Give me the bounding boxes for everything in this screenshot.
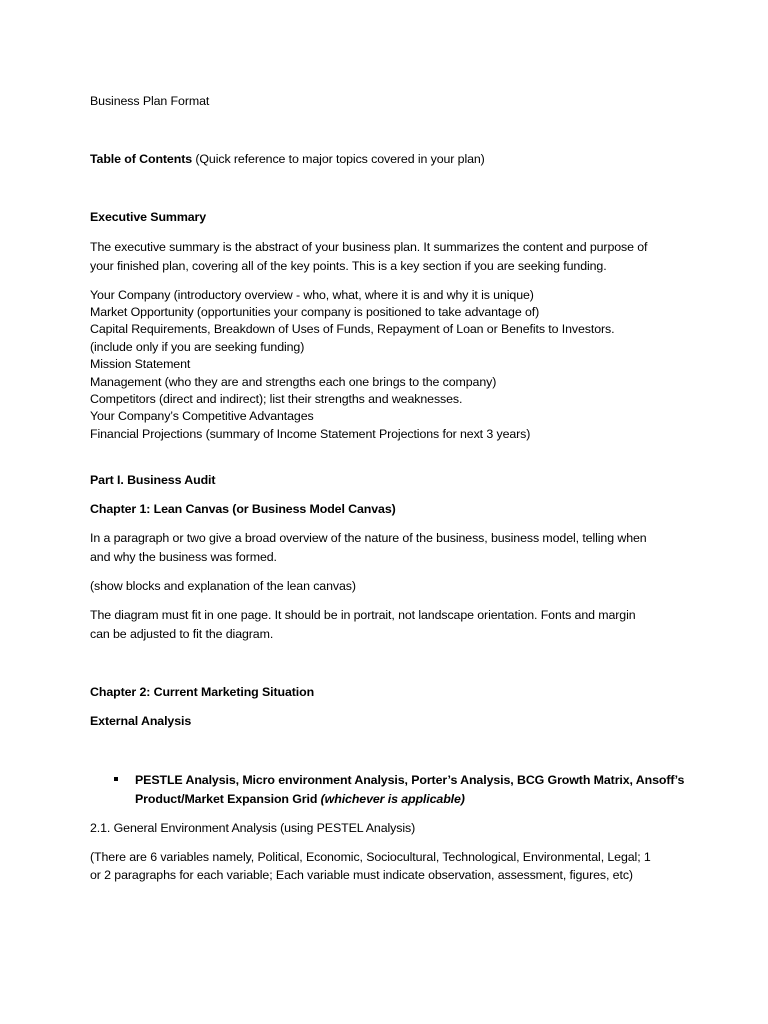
executive-summary-item: Your Company’s Competitive Advantages bbox=[90, 409, 314, 423]
executive-summary-item: Financial Projections (summary of Income Statement Projections for next 3 years) bbox=[90, 427, 531, 441]
executive-summary-item: Management (who they are and strengths each one brings to the company) bbox=[90, 375, 497, 389]
chapter1-para-line: and why the business was formed. bbox=[90, 550, 277, 564]
executive-summary-item: Mission Statement bbox=[90, 357, 191, 371]
chapter1-para-line: In a paragraph or two give a broad overview of the nature of the business, business model, telling when bbox=[90, 531, 647, 545]
executive-summary-item: (include only if you are seeking funding) bbox=[90, 340, 305, 354]
external-analysis-heading: External Analysis bbox=[90, 714, 192, 728]
section-2-1-para-line: or 2 paragraphs for each variable; Each variable must indicate observation, assessment, figures, etc) bbox=[90, 868, 633, 882]
executive-summary-item: Capital Requirements, Breakdown of Uses of Funds, Repayment of Loan or Benefits to Investors. bbox=[90, 322, 615, 336]
chapter1-diagram-note-line: can be adjusted to fit the diagram. bbox=[90, 627, 274, 641]
analysis-bullet-line: PESTLE Analysis, Micro environment Analysis, Porter’s Analysis, BCG Growth Matrix, Ansoff’s bbox=[135, 773, 685, 787]
chapter1-heading: Chapter 1: Lean Canvas (or Business Model Canvas) bbox=[90, 502, 396, 516]
chapter2-heading: Chapter 2: Current Marketing Situation bbox=[90, 685, 315, 699]
analysis-bullet-line bbox=[135, 790, 465, 808]
executive-summary-item: Market Opportunity (opportunities your company is positioned to take advantage of) bbox=[90, 305, 540, 319]
toc-heading: Table of Contents bbox=[90, 152, 193, 166]
executive-summary-item: Your Company (introductory overview - who, what, where it is and why it is unique) bbox=[90, 288, 534, 302]
chapter1-lean-canvas-note: (show blocks and explanation of the lean canvas) bbox=[90, 579, 356, 593]
executive-summary-para-line: The executive summary is the abstract of your business plan. It summarizes the content and purpose of bbox=[90, 240, 648, 254]
executive-summary-item: Competitors (direct and indirect); list their strengths and weaknesses. bbox=[90, 392, 463, 406]
square-bullet-icon bbox=[114, 777, 118, 781]
analysis-bullet-italic-note: (whichever is applicable) bbox=[320, 792, 465, 806]
document-title: Business Plan Format bbox=[90, 94, 210, 108]
part1-heading: Part I. Business Audit bbox=[90, 473, 216, 487]
toc-line bbox=[90, 150, 485, 168]
executive-summary-heading: Executive Summary bbox=[90, 210, 207, 224]
analysis-bullet-text: Product/Market Expansion Grid bbox=[135, 792, 321, 806]
section-2-1-para-line: (There are 6 variables namely, Political, Economic, Sociocultural, Technological, Environmental, Legal; 1 bbox=[90, 850, 651, 864]
chapter1-diagram-note-line: The diagram must fit in one page. It should be in portrait, not landscape orientation. Fonts and margin bbox=[90, 608, 636, 622]
toc-note: (Quick reference to major topics covered in your plan) bbox=[192, 152, 485, 166]
executive-summary-para-line: your finished plan, covering all of the key points. This is a key section if you are seeking funding. bbox=[90, 259, 607, 273]
section-2-1-heading: 2.1. General Environment Analysis (using PESTEL Analysis) bbox=[90, 821, 416, 835]
